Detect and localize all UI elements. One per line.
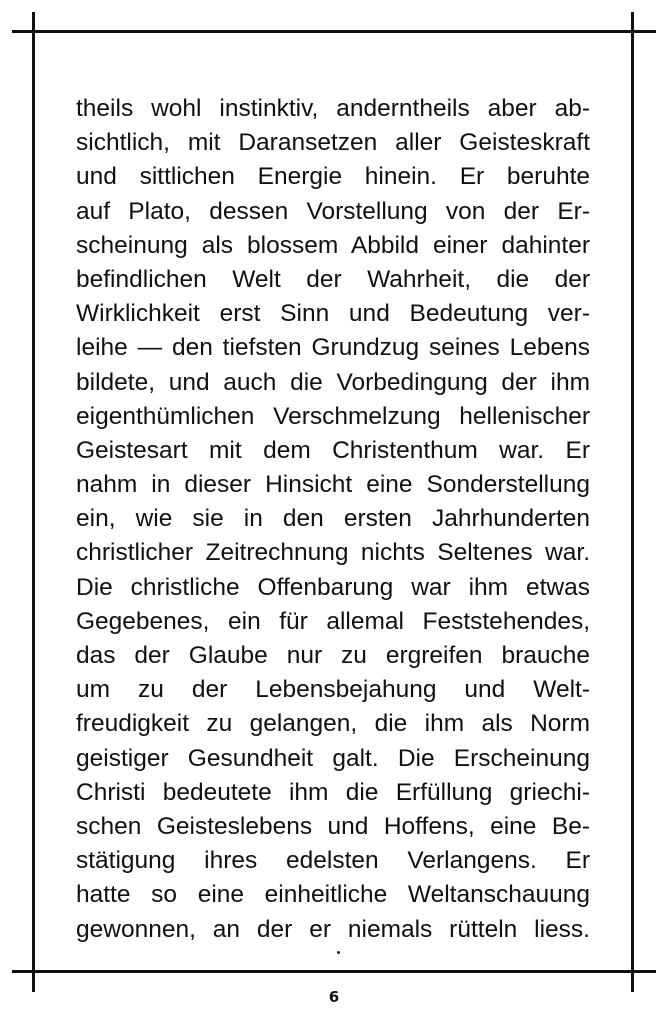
text-line: Geistesart mit dem Christenthum war. Er [76, 436, 590, 464]
bottom-border-rule [12, 970, 656, 973]
text-line: um zu der Lebensbejahung und Welt- [76, 676, 590, 704]
text-line: nahm in dieser Hinsicht eine Sonderstellung [76, 471, 590, 499]
text-line: und sittlichen Energie hinein. Er beruhte [76, 163, 590, 191]
text-line: freudigkeit zu gelangen, die ihm als Norm [76, 710, 590, 738]
text-line: geistiger Gesundheit galt. Die Erscheinung [76, 744, 590, 772]
text-line: befindlichen Welt der Wahrheit, die der [76, 265, 590, 293]
text-line: scheinung als blossem Abbild einer dahinter [76, 231, 590, 259]
text-line: Christi bedeutete ihm die Erfüllung griechi- [76, 778, 590, 806]
page-number: 6 [328, 988, 340, 1006]
right-border-rule [631, 12, 634, 992]
text-line: gewonnen, an der er niemals rütteln liess. [76, 915, 590, 943]
text-line: stätigung ihres edelsten Verlangens. Er [76, 847, 590, 875]
text-line: schen Geisteslebens und Hoffens, eine Be- [76, 812, 590, 840]
text-line: Gegebenes, ein für allemal Feststehendes, [76, 607, 590, 635]
text-line: ein, wie sie in den ersten Jahrhunderten [76, 505, 590, 533]
text-line: sichtlich, mit Daransetzen aller Geisteskraft [76, 129, 590, 157]
text-line: eigenthümlichen Verschmelzung hellenischer [76, 402, 590, 430]
text-line: Wirklichkeit erst Sinn und Bedeutung ver- [76, 300, 590, 328]
top-border-rule [12, 30, 656, 33]
printer-dot [337, 951, 340, 954]
text-line: Die christliche Offenbarung war ihm etwas [76, 573, 590, 601]
text-line: auf Plato, dessen Vorstellung von der Er- [76, 197, 590, 225]
body-text [76, 92, 590, 947]
text-line: bildete, und auch die Vorbedingung der ihm [76, 368, 590, 396]
text-line: christlicher Zeitrechnung nichts Seltenes war. [76, 539, 590, 567]
text-line: theils wohl instinktiv, anderntheils aber ab- [76, 95, 590, 122]
text-line: das der Glaube nur zu ergreifen brauche [76, 642, 590, 669]
left-border-rule [32, 12, 35, 992]
text-line: leihe — den tiefsten Grundzug seines Lebens [76, 334, 590, 362]
text-line: hatte so eine einheitliche Weltanschauung [76, 881, 590, 909]
